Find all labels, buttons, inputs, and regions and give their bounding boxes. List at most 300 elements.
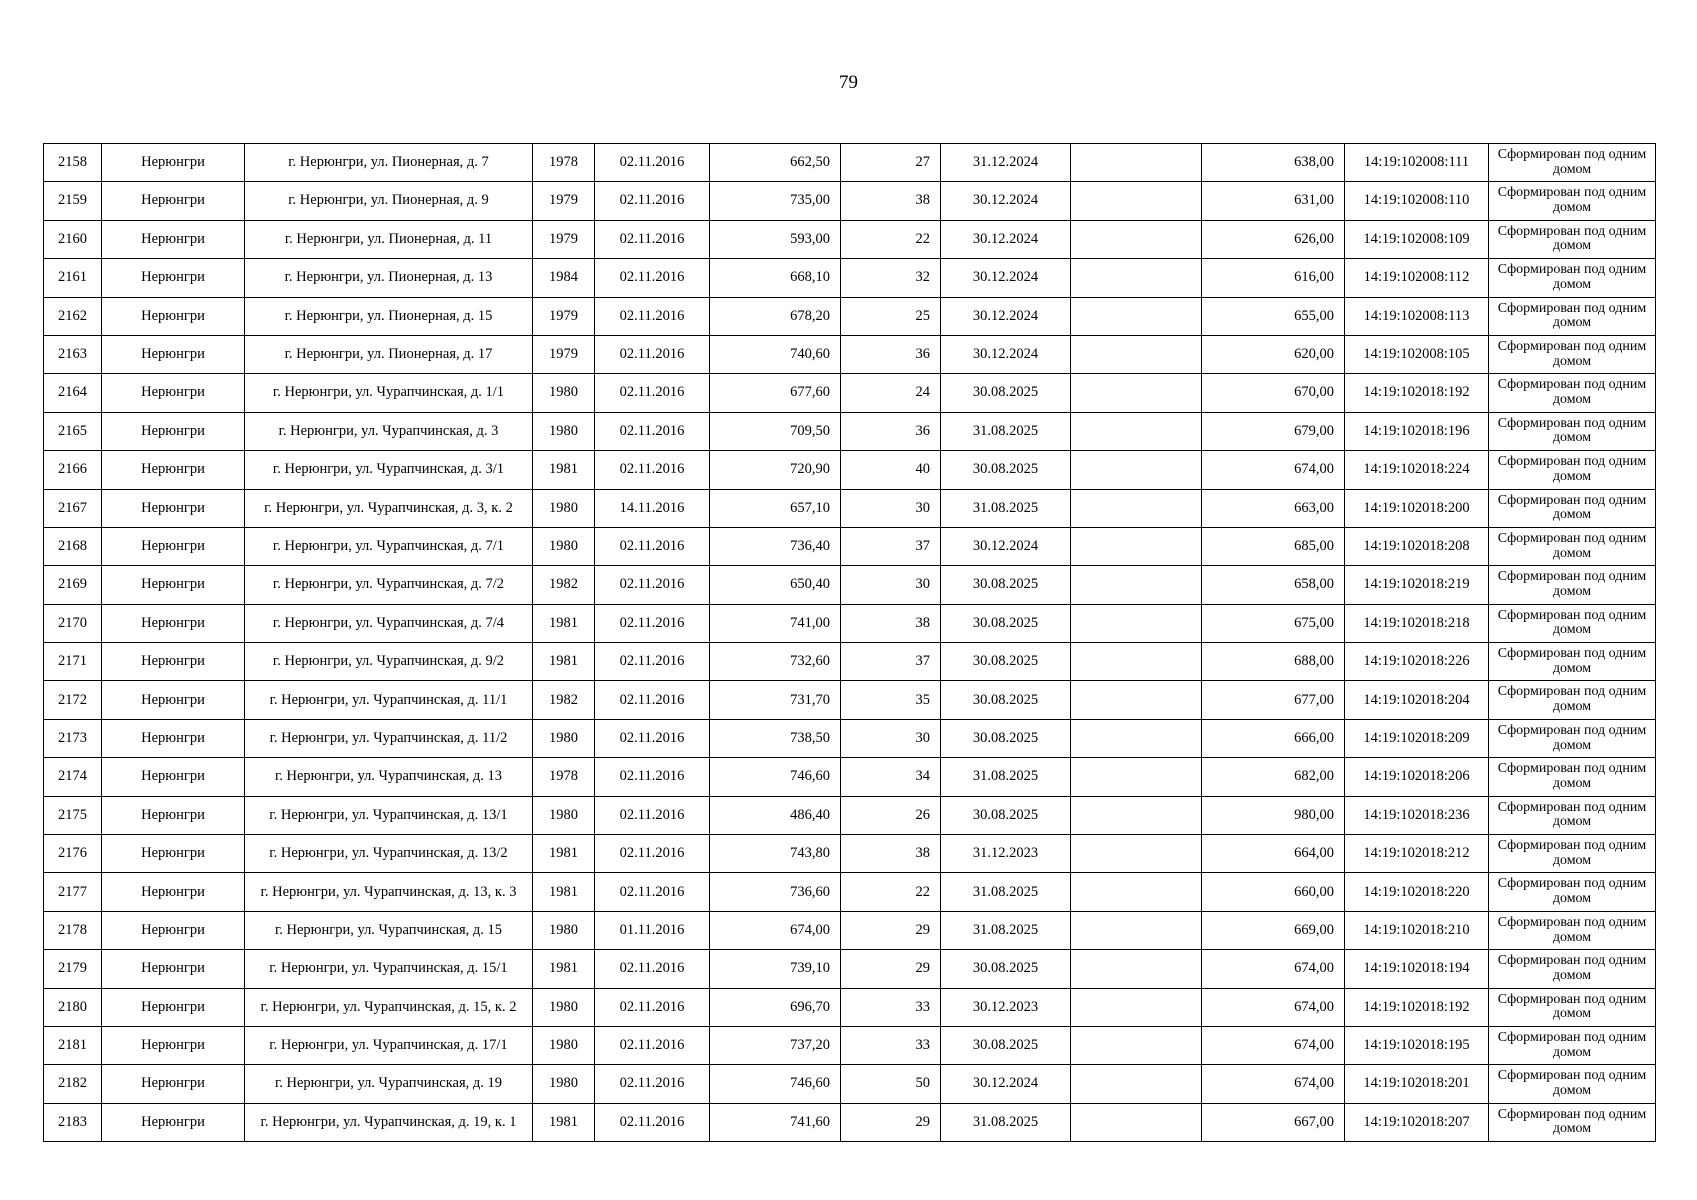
cell-municipality: Нерюнгри [102, 489, 245, 527]
cell-units: 30 [841, 489, 941, 527]
cell-deadline: 31.08.2025 [941, 1103, 1071, 1141]
cell-deadline: 30.12.2024 [941, 527, 1071, 565]
cell-land-area: 658,00 [1202, 566, 1345, 604]
cell-area: 731,70 [710, 681, 841, 719]
cell-area: 736,40 [710, 527, 841, 565]
cell-cadastral-number: 14:19:102018:192 [1345, 988, 1489, 1026]
cell-number: 2163 [44, 335, 102, 373]
cell-blank [1071, 758, 1202, 796]
cell-blank [1071, 1026, 1202, 1064]
cell-cadastral-number: 14:19:102018:218 [1345, 604, 1489, 642]
cell-address: г. Нерюнгри, ул. Пионерная, д. 13 [245, 259, 533, 297]
cell-municipality: Нерюнгри [102, 1026, 245, 1064]
cell-number: 2158 [44, 144, 102, 182]
cell-units: 30 [841, 719, 941, 757]
table-row [44, 144, 1656, 182]
cell-address: г. Нерюнгри, ул. Пионерная, д. 9 [245, 182, 533, 220]
cell-year: 1978 [533, 144, 595, 182]
cell-number: 2173 [44, 719, 102, 757]
cell-units: 32 [841, 259, 941, 297]
cell-land-area: 664,00 [1202, 835, 1345, 873]
cell-deadline: 30.12.2023 [941, 988, 1071, 1026]
cell-area: 738,50 [710, 719, 841, 757]
cell-address: г. Нерюнгри, ул. Чурапчинская, д. 15/1 [245, 950, 533, 988]
table-row [44, 412, 1656, 450]
cell-year: 1981 [533, 1103, 595, 1141]
cell-date: 02.11.2016 [595, 950, 710, 988]
cell-date: 02.11.2016 [595, 297, 710, 335]
cell-status: Сформирован под одним домом [1489, 297, 1656, 335]
cell-address: г. Нерюнгри, ул. Чурапчинская, д. 11/2 [245, 719, 533, 757]
cell-year: 1982 [533, 566, 595, 604]
cell-blank [1071, 1103, 1202, 1141]
cell-blank [1071, 643, 1202, 681]
cell-municipality: Нерюнгри [102, 374, 245, 412]
table-row [44, 681, 1656, 719]
cell-deadline: 30.08.2025 [941, 451, 1071, 489]
cell-deadline: 30.08.2025 [941, 643, 1071, 681]
cell-status: Сформирован под одним домом [1489, 1103, 1656, 1141]
cell-address: г. Нерюнгри, ул. Пионерная, д. 17 [245, 335, 533, 373]
cell-land-area: 688,00 [1202, 643, 1345, 681]
cell-blank [1071, 873, 1202, 911]
cell-land-area: 679,00 [1202, 412, 1345, 450]
cell-deadline: 30.08.2025 [941, 796, 1071, 834]
cell-status: Сформирован под одним домом [1489, 1065, 1656, 1103]
cell-status: Сформирован под одним домом [1489, 643, 1656, 681]
cell-address: г. Нерюнгри, ул. Чурапчинская, д. 7/4 [245, 604, 533, 642]
cell-area: 677,60 [710, 374, 841, 412]
cell-deadline: 30.12.2024 [941, 182, 1071, 220]
cell-units: 33 [841, 988, 941, 1026]
cell-year: 1980 [533, 1065, 595, 1103]
cell-municipality: Нерюнгри [102, 412, 245, 450]
cell-status: Сформирован под одним домом [1489, 335, 1656, 373]
cell-units: 37 [841, 643, 941, 681]
cell-year: 1982 [533, 681, 595, 719]
cell-area: 746,60 [710, 758, 841, 796]
table-row [44, 1065, 1656, 1103]
cell-land-area: 670,00 [1202, 374, 1345, 412]
cell-date: 02.11.2016 [595, 259, 710, 297]
cell-address: г. Нерюнгри, ул. Чурапчинская, д. 13/1 [245, 796, 533, 834]
cell-area: 720,90 [710, 451, 841, 489]
table-row [44, 374, 1656, 412]
cell-units: 29 [841, 911, 941, 949]
cell-year: 1979 [533, 182, 595, 220]
cell-area: 737,20 [710, 1026, 841, 1064]
cell-address: г. Нерюнгри, ул. Чурапчинская, д. 17/1 [245, 1026, 533, 1064]
cell-cadastral-number: 14:19:102018:208 [1345, 527, 1489, 565]
cell-blank [1071, 719, 1202, 757]
cell-deadline: 30.12.2024 [941, 1065, 1071, 1103]
cell-date: 02.11.2016 [595, 835, 710, 873]
cell-number: 2167 [44, 489, 102, 527]
cell-date: 02.11.2016 [595, 604, 710, 642]
cell-cadastral-number: 14:19:102018:201 [1345, 1065, 1489, 1103]
cell-address: г. Нерюнгри, ул. Чурапчинская, д. 13 [245, 758, 533, 796]
cell-municipality: Нерюнгри [102, 911, 245, 949]
cell-cadastral-number: 14:19:102018:207 [1345, 1103, 1489, 1141]
cell-cadastral-number: 14:19:102018:219 [1345, 566, 1489, 604]
cell-address: г. Нерюнгри, ул. Чурапчинская, д. 3 [245, 412, 533, 450]
cell-number: 2166 [44, 451, 102, 489]
cell-land-area: 980,00 [1202, 796, 1345, 834]
cell-municipality: Нерюнгри [102, 220, 245, 258]
cell-land-area: 666,00 [1202, 719, 1345, 757]
cell-number: 2165 [44, 412, 102, 450]
cell-area: 674,00 [710, 911, 841, 949]
cell-land-area: 616,00 [1202, 259, 1345, 297]
cell-status: Сформирован под одним домом [1489, 835, 1656, 873]
cell-status: Сформирован под одним домом [1489, 451, 1656, 489]
table-row [44, 643, 1656, 681]
cell-year: 1980 [533, 1026, 595, 1064]
cell-blank [1071, 259, 1202, 297]
table-row [44, 719, 1656, 757]
cell-cadastral-number: 14:19:102018:200 [1345, 489, 1489, 527]
cell-area: 678,20 [710, 297, 841, 335]
cell-deadline: 31.12.2024 [941, 144, 1071, 182]
cell-units: 25 [841, 297, 941, 335]
cell-blank [1071, 297, 1202, 335]
cell-municipality: Нерюнгри [102, 335, 245, 373]
table-body [44, 144, 1656, 1142]
cell-municipality: Нерюнгри [102, 144, 245, 182]
cell-municipality: Нерюнгри [102, 1065, 245, 1103]
cell-municipality: Нерюнгри [102, 681, 245, 719]
cell-address: г. Нерюнгри, ул. Чурапчинская, д. 15 [245, 911, 533, 949]
cell-deadline: 30.12.2024 [941, 297, 1071, 335]
cell-number: 2176 [44, 835, 102, 873]
table-row [44, 527, 1656, 565]
cell-date: 02.11.2016 [595, 988, 710, 1026]
cell-units: 34 [841, 758, 941, 796]
cell-status: Сформирован под одним домом [1489, 527, 1656, 565]
cell-date: 02.11.2016 [595, 643, 710, 681]
cell-municipality: Нерюнгри [102, 643, 245, 681]
cell-units: 38 [841, 182, 941, 220]
cell-municipality: Нерюнгри [102, 988, 245, 1026]
cell-units: 38 [841, 604, 941, 642]
cell-year: 1979 [533, 297, 595, 335]
cell-address: г. Нерюнгри, ул. Чурапчинская, д. 11/1 [245, 681, 533, 719]
cell-address: г. Нерюнгри, ул. Пионерная, д. 11 [245, 220, 533, 258]
table-row [44, 1103, 1656, 1141]
cell-status: Сформирован под одним домом [1489, 873, 1656, 911]
cell-cadastral-number: 14:19:102018:226 [1345, 643, 1489, 681]
cell-date: 02.11.2016 [595, 758, 710, 796]
cell-address: г. Нерюнгри, ул. Чурапчинская, д. 3/1 [245, 451, 533, 489]
cell-cadastral-number: 14:19:102018:224 [1345, 451, 1489, 489]
cell-status: Сформирован под одним домом [1489, 1026, 1656, 1064]
cell-status: Сформирован под одним домом [1489, 259, 1656, 297]
cell-units: 38 [841, 835, 941, 873]
cell-land-area: 682,00 [1202, 758, 1345, 796]
cell-units: 30 [841, 566, 941, 604]
table-row [44, 566, 1656, 604]
cell-number: 2183 [44, 1103, 102, 1141]
cell-municipality: Нерюнгри [102, 835, 245, 873]
cell-date: 02.11.2016 [595, 412, 710, 450]
cell-year: 1981 [533, 950, 595, 988]
cell-cadastral-number: 14:19:102018:192 [1345, 374, 1489, 412]
cell-address: г. Нерюнгри, ул. Чурапчинская, д. 19 [245, 1065, 533, 1103]
cell-address: г. Нерюнгри, ул. Чурапчинская, д. 13/2 [245, 835, 533, 873]
table-row [44, 758, 1656, 796]
cell-number: 2174 [44, 758, 102, 796]
cell-address: г. Нерюнгри, ул. Чурапчинская, д. 3, к. 2 [245, 489, 533, 527]
cell-status: Сформирован под одним домом [1489, 911, 1656, 949]
cell-address: г. Нерюнгри, ул. Чурапчинская, д. 7/2 [245, 566, 533, 604]
cell-land-area: 674,00 [1202, 1065, 1345, 1103]
cell-land-area: 631,00 [1202, 182, 1345, 220]
cell-deadline: 31.08.2025 [941, 758, 1071, 796]
table-row [44, 835, 1656, 873]
cell-blank [1071, 335, 1202, 373]
cell-units: 37 [841, 527, 941, 565]
cell-number: 2162 [44, 297, 102, 335]
table-row [44, 335, 1656, 373]
cell-deadline: 31.08.2025 [941, 489, 1071, 527]
registry-table [43, 143, 1656, 1142]
cell-municipality: Нерюнгри [102, 297, 245, 335]
cell-date: 02.11.2016 [595, 335, 710, 373]
cell-status: Сформирован под одним домом [1489, 220, 1656, 258]
cell-land-area: 675,00 [1202, 604, 1345, 642]
cell-year: 1980 [533, 911, 595, 949]
cell-year: 1981 [533, 873, 595, 911]
cell-cadastral-number: 14:19:102018:194 [1345, 950, 1489, 988]
cell-cadastral-number: 14:19:102008:105 [1345, 335, 1489, 373]
cell-number: 2168 [44, 527, 102, 565]
cell-land-area: 660,00 [1202, 873, 1345, 911]
cell-status: Сформирован под одним домом [1489, 796, 1656, 834]
cell-address: г. Нерюнгри, ул. Пионерная, д. 15 [245, 297, 533, 335]
cell-blank [1071, 950, 1202, 988]
cell-deadline: 30.08.2025 [941, 1026, 1071, 1064]
cell-date: 02.11.2016 [595, 796, 710, 834]
cell-number: 2172 [44, 681, 102, 719]
cell-year: 1981 [533, 604, 595, 642]
cell-municipality: Нерюнгри [102, 950, 245, 988]
cell-municipality: Нерюнгри [102, 259, 245, 297]
cell-blank [1071, 796, 1202, 834]
cell-date: 02.11.2016 [595, 451, 710, 489]
cell-blank [1071, 220, 1202, 258]
cell-units: 33 [841, 1026, 941, 1064]
table-row [44, 259, 1656, 297]
cell-units: 24 [841, 374, 941, 412]
cell-units: 40 [841, 451, 941, 489]
cell-status: Сформирован под одним домом [1489, 758, 1656, 796]
cell-cadastral-number: 14:19:102018:204 [1345, 681, 1489, 719]
cell-year: 1980 [533, 374, 595, 412]
table-row [44, 950, 1656, 988]
cell-year: 1980 [533, 796, 595, 834]
cell-land-area: 674,00 [1202, 451, 1345, 489]
cell-blank [1071, 182, 1202, 220]
cell-year: 1980 [533, 719, 595, 757]
cell-date: 01.11.2016 [595, 911, 710, 949]
cell-number: 2169 [44, 566, 102, 604]
cell-area: 746,60 [710, 1065, 841, 1103]
cell-blank [1071, 412, 1202, 450]
cell-land-area: 674,00 [1202, 988, 1345, 1026]
cell-deadline: 30.08.2025 [941, 566, 1071, 604]
cell-cadastral-number: 14:19:102008:112 [1345, 259, 1489, 297]
cell-year: 1979 [533, 335, 595, 373]
cell-municipality: Нерюнгри [102, 451, 245, 489]
cell-cadastral-number: 14:19:102018:209 [1345, 719, 1489, 757]
cell-date: 02.11.2016 [595, 182, 710, 220]
cell-land-area: 685,00 [1202, 527, 1345, 565]
cell-municipality: Нерюнгри [102, 758, 245, 796]
cell-cadastral-number: 14:19:102008:109 [1345, 220, 1489, 258]
cell-units: 26 [841, 796, 941, 834]
cell-area: 709,50 [710, 412, 841, 450]
cell-status: Сформирован под одним домом [1489, 988, 1656, 1026]
cell-blank [1071, 374, 1202, 412]
cell-deadline: 30.08.2025 [941, 604, 1071, 642]
cell-municipality: Нерюнгри [102, 527, 245, 565]
cell-land-area: 663,00 [1202, 489, 1345, 527]
cell-number: 2160 [44, 220, 102, 258]
cell-status: Сформирован под одним домом [1489, 604, 1656, 642]
cell-address: г. Нерюнгри, ул. Чурапчинская, д. 15, к. 2 [245, 988, 533, 1026]
cell-year: 1979 [533, 220, 595, 258]
cell-number: 2182 [44, 1065, 102, 1103]
cell-address: г. Нерюнгри, ул. Чурапчинская, д. 1/1 [245, 374, 533, 412]
cell-deadline: 31.08.2025 [941, 412, 1071, 450]
cell-blank [1071, 988, 1202, 1026]
cell-number: 2177 [44, 873, 102, 911]
cell-number: 2159 [44, 182, 102, 220]
cell-area: 740,60 [710, 335, 841, 373]
cell-number: 2180 [44, 988, 102, 1026]
cell-year: 1984 [533, 259, 595, 297]
cell-date: 02.11.2016 [595, 566, 710, 604]
cell-deadline: 30.08.2025 [941, 719, 1071, 757]
cell-units: 29 [841, 950, 941, 988]
cell-address: г. Нерюнгри, ул. Чурапчинская, д. 19, к. 1 [245, 1103, 533, 1141]
cell-date: 02.11.2016 [595, 374, 710, 412]
cell-area: 650,40 [710, 566, 841, 604]
cell-date: 14.11.2016 [595, 489, 710, 527]
table-row [44, 988, 1656, 1026]
page-number: 79 [839, 72, 858, 93]
cell-deadline: 30.08.2025 [941, 374, 1071, 412]
cell-year: 1980 [533, 988, 595, 1026]
cell-land-area: 674,00 [1202, 1026, 1345, 1064]
cell-address: г. Нерюнгри, ул. Пионерная, д. 7 [245, 144, 533, 182]
cell-number: 2179 [44, 950, 102, 988]
cell-area: 732,60 [710, 643, 841, 681]
cell-deadline: 30.12.2024 [941, 259, 1071, 297]
cell-status: Сформирован под одним домом [1489, 374, 1656, 412]
cell-land-area: 669,00 [1202, 911, 1345, 949]
table-row [44, 489, 1656, 527]
cell-land-area: 655,00 [1202, 297, 1345, 335]
cell-year: 1980 [533, 527, 595, 565]
cell-units: 22 [841, 220, 941, 258]
table-row [44, 796, 1656, 834]
table-row [44, 1026, 1656, 1064]
cell-land-area: 674,00 [1202, 950, 1345, 988]
cell-number: 2171 [44, 643, 102, 681]
cell-status: Сформирован под одним домом [1489, 412, 1656, 450]
cell-municipality: Нерюнгри [102, 182, 245, 220]
cell-date: 02.11.2016 [595, 1103, 710, 1141]
cell-area: 741,00 [710, 604, 841, 642]
cell-area: 662,50 [710, 144, 841, 182]
cell-cadastral-number: 14:19:102018:206 [1345, 758, 1489, 796]
cell-date: 02.11.2016 [595, 220, 710, 258]
cell-number: 2164 [44, 374, 102, 412]
cell-number: 2181 [44, 1026, 102, 1064]
cell-cadastral-number: 14:19:102018:196 [1345, 412, 1489, 450]
cell-area: 486,40 [710, 796, 841, 834]
cell-area: 741,60 [710, 1103, 841, 1141]
table-row [44, 604, 1656, 642]
cell-blank [1071, 489, 1202, 527]
cell-deadline: 30.08.2025 [941, 681, 1071, 719]
cell-municipality: Нерюнгри [102, 604, 245, 642]
cell-address: г. Нерюнгри, ул. Чурапчинская, д. 7/1 [245, 527, 533, 565]
cell-year: 1980 [533, 412, 595, 450]
cell-status: Сформирован под одним домом [1489, 719, 1656, 757]
cell-year: 1981 [533, 451, 595, 489]
cell-cadastral-number: 14:19:102008:110 [1345, 182, 1489, 220]
cell-municipality: Нерюнгри [102, 719, 245, 757]
cell-status: Сформирован под одним домом [1489, 681, 1656, 719]
cell-number: 2170 [44, 604, 102, 642]
cell-land-area: 638,00 [1202, 144, 1345, 182]
cell-blank [1071, 604, 1202, 642]
cell-municipality: Нерюнгри [102, 566, 245, 604]
cell-deadline: 30.12.2024 [941, 335, 1071, 373]
cell-date: 02.11.2016 [595, 1065, 710, 1103]
cell-deadline: 31.12.2023 [941, 835, 1071, 873]
cell-year: 1981 [533, 835, 595, 873]
cell-cadastral-number: 14:19:102018:220 [1345, 873, 1489, 911]
cell-blank [1071, 527, 1202, 565]
cell-cadastral-number: 14:19:102018:195 [1345, 1026, 1489, 1064]
cell-units: 35 [841, 681, 941, 719]
cell-date: 02.11.2016 [595, 719, 710, 757]
cell-area: 739,10 [710, 950, 841, 988]
cell-area: 593,00 [710, 220, 841, 258]
cell-status: Сформирован под одним домом [1489, 144, 1656, 182]
cell-number: 2175 [44, 796, 102, 834]
cell-blank [1071, 1065, 1202, 1103]
cell-blank [1071, 451, 1202, 489]
table-row [44, 220, 1656, 258]
cell-cadastral-number: 14:19:102008:113 [1345, 297, 1489, 335]
cell-status: Сформирован под одним домом [1489, 950, 1656, 988]
cell-number: 2161 [44, 259, 102, 297]
cell-area: 735,00 [710, 182, 841, 220]
cell-land-area: 626,00 [1202, 220, 1345, 258]
cell-date: 02.11.2016 [595, 527, 710, 565]
cell-units: 29 [841, 1103, 941, 1141]
cell-number: 2178 [44, 911, 102, 949]
cell-blank [1071, 681, 1202, 719]
cell-date: 02.11.2016 [595, 1026, 710, 1064]
cell-land-area: 667,00 [1202, 1103, 1345, 1141]
cell-deadline: 30.12.2024 [941, 220, 1071, 258]
cell-cadastral-number: 14:19:102008:111 [1345, 144, 1489, 182]
